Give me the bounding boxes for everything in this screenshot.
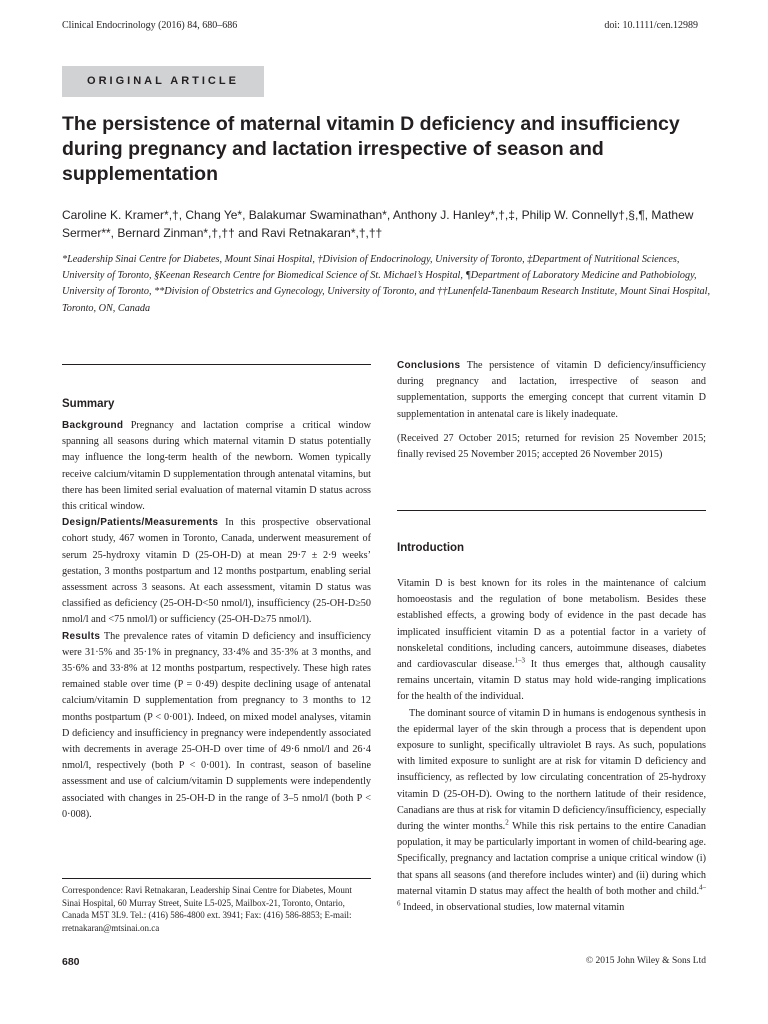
intro-p2-text-end: Indeed, in observational studies, low maternal vitamin <box>400 902 625 914</box>
citation-1-3[interactable]: 1–3 <box>514 656 526 665</box>
introduction-section <box>397 542 706 916</box>
doi[interactable]: doi: 10.1111/cen.12989 <box>604 20 698 31</box>
intro-p1-text-cont: It thus emerges that, although causality remains uncertain, vitamin D status may hold wide-ranging implications for the health of the individual. <box>397 659 706 703</box>
design-text: In this prospective observational cohort study, 467 women in Toronto, Canada, underwent measurement of serum 25-hydroxy vitamin D (25-OH-D) at mean 29·7 ± 2·9 weeks’ gestation, 3 months postpartum and 12 months postpartum, enabling serial assessment across 3 seasons. At each assessment, vitamin D status was classified as deficiency (25-OH-D<50 nmol/l), insufficiency (25-OH-D≥50 nmol/l and <75 nmol/l) or sufficiency (25-OH-D≥75 nmol/l). <box>62 517 372 626</box>
intro-p2-text-cont: While this risk pertains to the entire Canadian population, it may be particularly important in women of child-bearing age. Specifically, pregnancy and lactation comprise a unique critical window (i) that spans all seasons (and therefore includes winter) and (ii) during which maternal vitamin D status may affect the health of both mother and child. <box>397 821 706 897</box>
correspondence-rule <box>62 878 371 879</box>
summary-results <box>62 629 371 823</box>
summary-section <box>62 398 371 823</box>
intro-p1-text: Vitamin D is best known for its roles in the maintenance of calcium homoeostasis and the regulation of bone metabolism. Besides these established effects, a growing body of evidence in the past decade has implicated insufficient vitamin D as a potential factor in a variety of nonskeletal conditions, including cancers, autoimmune diseases, diabetes and cardiovascular disease. <box>397 578 706 671</box>
summary-conclusions <box>397 358 706 423</box>
summary-continued <box>397 358 706 463</box>
results-text: The prevalence rates of vitamin D deficiency and insufficiency were 31·5% and 35·1% in pregnancy, 33·4% and 35·3% at 3 months, and 35·6% and 33·8% at 12 months postpartum, respectively. These high rates remained stable over time (P = 0·49) despite declining usage of antenatal calcium/vitamin D supplementation from pregnancy to 3 months to 12 months postpartum (P < 0·001). Indeed, on mixed model analyses, vitamin D deficiency and insufficiency in pregnancy were independently associated with decrements in average 25-OH-D over time of 49·6 nmol/l and 26·4 nmol/l, respectively (both P < 0·001). In contrast, season of baseline assessment and use of calcium/vitamin D supplements were independently associated with changes in 25-OH-D in the range of 3–5 nmol/l (both P < 0·008). <box>62 630 371 820</box>
article-title: The persistence of maternal vitamin D deficiency and insufficiency during pregnancy and lactation irrespective of season and supplementation <box>62 113 680 185</box>
summary-top-rule <box>62 364 371 365</box>
background-text: Pregnancy and lactation comprise a critical window spanning all seasons during which maternal vitamin D status potentially may influence the long-term health of the newborn. Women typically receive calcium/vitamin D supplementation through antenatal vitamins, but there has been limited serial evaluation of maternal vitamin D status across this critical window. <box>62 420 371 513</box>
introduction-heading: Introduction <box>397 542 465 554</box>
correspondence: Correspondence: Ravi Retnakaran, Leadership Sinai Centre for Diabetes, Mount Sinai Hospital, 60 Murray Street, Suite L5-025, Mailbox-21, Toronto, Ontario, Canada M5T 3L9. Tel.: (416) 586-4800 ext. 3941; Fax: (416) 586-8853; E-mail: rretnakaran@mtsinai.on.ca <box>62 885 352 933</box>
summary-design <box>62 515 371 628</box>
summary-heading: Summary <box>62 398 115 410</box>
conclusions-text: The persistence of vitamin D deficiency/insufficiency during pregnancy and lactation, irrespective of season and supplementation, supports the emerging concept that current vitamin D supplementation in antenatal care is likely inadequate. <box>397 360 707 420</box>
copyright: © 2015 John Wiley & Sons Ltd <box>585 956 706 966</box>
introduction-top-rule <box>397 510 706 511</box>
conclusions-label: Conclusions <box>397 360 461 371</box>
summary-background <box>62 418 371 515</box>
article-type-label: ORIGINAL ARTICLE <box>87 75 239 87</box>
intro-p2-text: The dominant source of vitamin D in humans is endogenous synthesis in the epidermal layer of the skin through a process that is dependent upon exposure to sunlight, specifically ultraviolet B rays. As such, populations with limited exposure to sunlight are at risk for vitamin D deficiency and insufficiency, as reflected by low circulating concentration of 25-hydroxy vitamin D (25-OH-D). Owing to the northern latitude of their residence, Canadians are thus at risk for vitamin D deficiency/insufficiency, especially during the winter months. <box>397 707 706 833</box>
design-label: Design/Patients/Measurements <box>62 517 219 529</box>
received-dates: (Received 27 October 2015; returned for revision 25 November 2015; finally revised 25 November 2015; accepted 26 November 2015) <box>397 432 706 461</box>
introduction-paragraph-1 <box>397 576 706 706</box>
citation-4-6[interactable]: 4–6 <box>397 883 706 908</box>
author-list: Caroline K. Kramer*,†, Chang Ye*, Balakumar Swaminathan*, Anthony J. Hanley*,†,‡, Philip W. Connelly†,§,¶, Mathew Sermer**, Bernard Zinman*,†,†† and Ravi Retnakaran*,†,†† <box>62 208 694 240</box>
journal-reference: Clinical Endocrinology (2016) 84, 680–686 <box>62 20 238 31</box>
affiliations: *Leadership Sinai Centre for Diabetes, Mount Sinai Hospital, †Division of Endocrinology, University of Toronto, ‡Department of Nutritional Sciences, University of Toronto, §Keenan Research Centre for Biomedical Science of St. Michael’s Hospital, ¶Department of Laboratory Medicine and Pathobiology, University of Toronto, **Division of Obstetrics and Gynecology, University of Toronto, and ††Lunenfeld-Tanenbaum Research Institute, Mount Sinai Hospital, Toronto, ON, Canada <box>62 254 711 314</box>
page-number: 680 <box>62 956 80 968</box>
introduction-paragraph-2 <box>397 706 706 917</box>
citation-2[interactable]: 2 <box>505 818 509 827</box>
background-label: Background <box>62 420 124 431</box>
article-type-banner <box>62 66 264 97</box>
results-label: Results <box>62 630 101 642</box>
summary-body <box>62 418 371 823</box>
